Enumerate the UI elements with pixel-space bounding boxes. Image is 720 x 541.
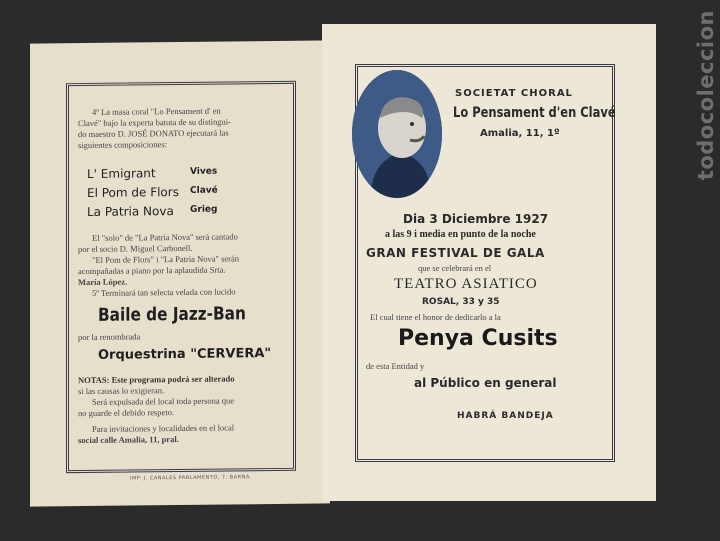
intro-line-3: do maestro D. JOSÉ DONATO ejecutará las xyxy=(78,127,229,140)
song-composer-2: Clavé xyxy=(190,185,218,196)
society-name: Lo Pensament d'en Clavé xyxy=(453,105,616,121)
dedication-text: El cual tiene el honor de dedicarlo a la xyxy=(370,312,501,322)
public-text: al Público en general xyxy=(414,376,557,390)
event-date: Dia 3 Diciembre 1927 xyxy=(403,212,549,226)
right-page xyxy=(322,24,656,501)
intro-line-4: siguientes composiciones: xyxy=(78,139,168,151)
footer-line-6: social calle Amalia, 11, pral. xyxy=(78,434,179,446)
theatre-street: ROSAL, 33 y 35 xyxy=(422,297,500,307)
festival-title: GRAN FESTIVAL DE GALA xyxy=(366,246,545,260)
note-line-1: El "solo" de "La Patria Nova" será cantado xyxy=(92,231,238,243)
celebrate-text: que se celebrará en el xyxy=(418,263,492,273)
note-line-6: 5º Terminará tan selecta velada con lucido xyxy=(92,286,236,298)
printer-imprint: IMP. J. CANALES PARLAMENTO, 7. BARNA. xyxy=(130,474,252,482)
note-line-5: María López. xyxy=(78,276,128,288)
event-time: a las 9 i media en punto de la noche xyxy=(385,229,536,240)
theatre-name: TEATRO ASIATICO xyxy=(394,276,538,292)
society-address: Amalia, 11, 1º xyxy=(480,128,560,139)
honoree-name: Penya Cusits xyxy=(398,326,558,351)
song-composer-1: Vives xyxy=(190,166,218,177)
footer-line-1: NOTAS: Este programa podrá ser alterado xyxy=(78,373,235,386)
footer-line-2: si las causas lo exigieran. xyxy=(78,385,165,397)
intro-line-2: Clavé" bajo la experta batuta de su distingui- xyxy=(78,116,231,129)
footer-line-5: Para invitaciones y localidades en el local xyxy=(92,422,235,434)
footer-line-4: no guarde el debido respeto. xyxy=(78,407,175,419)
dance-title: Baile de Jazz-Ban xyxy=(98,303,246,326)
society-label: SOCIETAT CHORAL xyxy=(455,88,573,99)
entity-text: de esta Entidad y xyxy=(366,361,425,371)
song-title-3: La Patria Nova xyxy=(87,204,174,219)
note-line-2: por el socio D. Miguel Carbonell. xyxy=(78,242,193,255)
song-title-2: El Pom de Flors xyxy=(87,185,179,200)
left-page xyxy=(30,40,330,506)
intro-line-1: 4º La masa coral "Lo Pensament d' en xyxy=(92,105,221,117)
watermark-text: todocoleccion xyxy=(694,10,718,181)
dance-by: por la renombrada xyxy=(78,331,141,343)
note-line-3: "El Pom de Flors" i "La Patria Nova" serán xyxy=(92,253,240,265)
song-title-1: L' Emigrant xyxy=(87,166,156,181)
footer-line-3: Será expulsada del local toda persona que xyxy=(92,395,235,407)
note-line-4: acompañadas a piano por la aplaudida Srta. xyxy=(78,264,226,277)
song-composer-3: Grieg xyxy=(190,204,218,215)
portrait-medallion xyxy=(352,70,442,198)
orchestra-name: Orquestrina "CERVERA" xyxy=(98,346,272,363)
tray-notice: HABRÁ BANDEJA xyxy=(457,411,554,421)
